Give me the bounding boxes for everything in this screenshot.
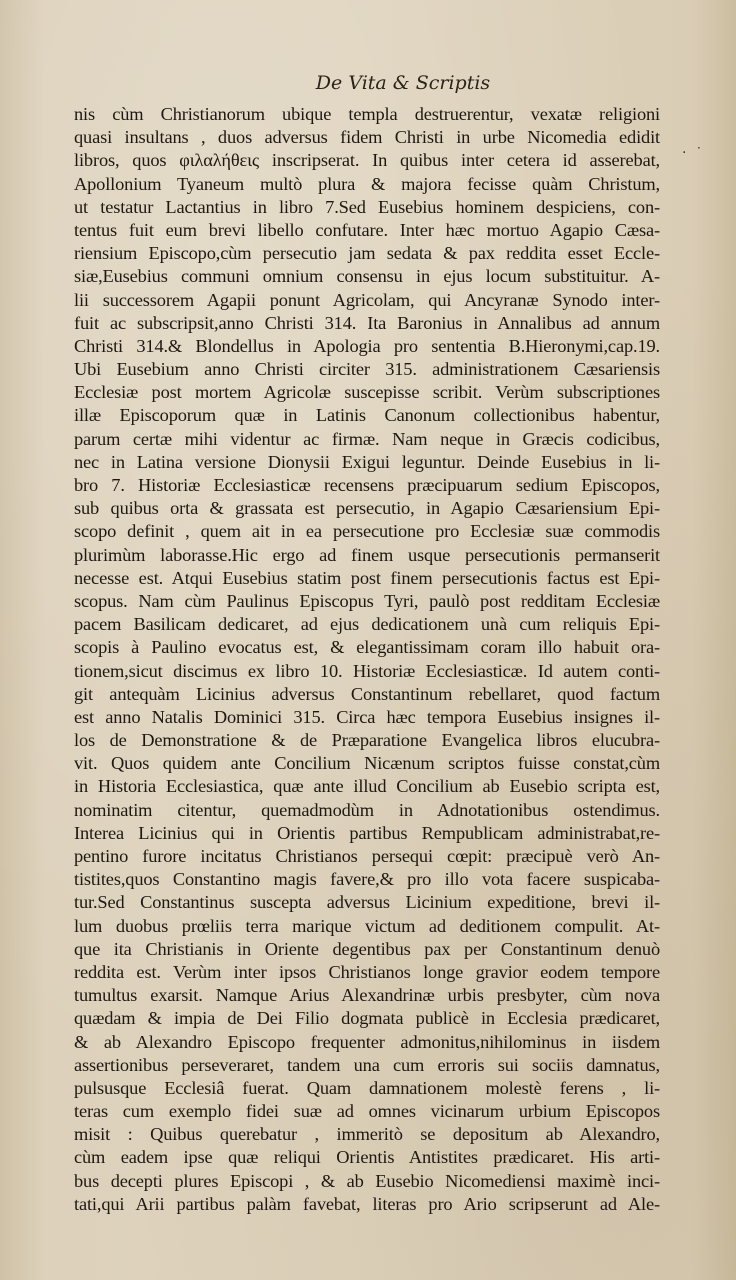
text-line: parum certæ mihi videntur ac firmæ. Nam neque in Græcis codicibus, <box>74 428 660 449</box>
text-line: tur.Sed Constantinus suscepta adversus Licinium expeditione, brevi il- <box>74 892 660 913</box>
text-line: lum duobus prœliis terra marique victum ad deditionem compulit. At- <box>74 915 660 936</box>
text-line: lii successorem Agapii ponunt Agricolam, qui Ancyranæ Synodo inter- <box>74 289 660 310</box>
text-line: tentus fuit eum brevi libello confutare. Inter hæc mortuo Agapio Cæsa- <box>74 219 660 240</box>
text-line: sub quibus orta & grassata est persecutio, in Agapio Cæsariensium Epi- <box>74 498 660 519</box>
text-line: plurimùm laborasse.Hic ergo ad finem usque persecutionis permanserit <box>74 544 660 565</box>
text-line: tistites,quos Constantino magis favere,& pro illo vota facere suspicaba- <box>74 869 660 890</box>
text-line: scopis à Paulino evocatus est, & elegantissimam coram illo habuit ora- <box>74 637 660 658</box>
text-line: illæ Episcoporum quæ in Latinis Canonum collectionibus habentur, <box>74 405 660 426</box>
text-line: Apollonium Tyaneum multò plura & majora fecisse quàm Christum, <box>74 173 660 194</box>
body-text <box>74 103 660 1216</box>
text-line: pulsusque Ecclesiâ fuerat. Quam damnationem molestè ferens , li- <box>74 1077 660 1098</box>
text-line: git antequàm Licinius adversus Constantinum rebellaret, quod factum <box>74 683 660 704</box>
text-line: tionem,sicut discimus ex libro 10. Historiæ Ecclesiasticæ. Id autem conti- <box>74 660 660 681</box>
text-line: los de Demonstratione & de Præparatione Evangelica libros elucubra- <box>74 730 660 751</box>
text-line: riensium Episcopo,cùm persecutio jam sedata & pax reddita esset Eccle- <box>74 243 660 264</box>
text-line: Ubi Eusebium anno Christi circiter 315. administrationem Cæsariensis <box>74 359 660 380</box>
text-line: in Historia Ecclesiastica, quæ ante illud Concilium ab Eusebio scripta est, <box>74 776 660 797</box>
text-line: pacem Basilicam dedicaret, ad ejus dedicationem unà cum reliquis Epi- <box>74 614 660 635</box>
text-line: fuit ac subscripsit,anno Christi 314. Ita Baronius in Annalibus ad annum <box>74 312 660 333</box>
text-line: libros, quos φιλαλήθεις inscripserat. In quibus inter cetera id asserebat, <box>74 150 660 171</box>
text-line: vit. Quos quidem ante Concilium Nicænum scriptos fuisse constat,cùm <box>74 753 660 774</box>
text-line: bus decepti plures Episcopi , & ab Eusebio Nicomediensi maximè inci- <box>74 1170 660 1191</box>
margin-mark: ⋅ <box>697 141 701 155</box>
text-line: bro 7. Historiæ Ecclesiasticæ recensens præcipuarum sedium Episcopos, <box>74 475 660 495</box>
text-line: pentino furore incitatus Christianos persequi cœpit: præcipuè verò An- <box>74 846 660 866</box>
text-line: quædam & impia de Dei Filio dogmata publicè in Ecclesia prædicaret, <box>74 1008 660 1029</box>
text-line: teras cum exemplo fidei suæ ad omnes vicinarum urbium Episcopos <box>74 1101 660 1122</box>
text-line: scopo definit , quem ait in ea persecutione pro Ecclesiæ suæ commodis <box>74 521 660 542</box>
text-line: Christi 314.& Blondellus in Apologia pro sententia B.Hieronymi,cap.19. <box>74 335 660 356</box>
text-line: reddita est. Verùm inter ipsos Christianos longe gravior eodem tempore <box>74 961 660 982</box>
text-line: quasi insultans , duos adversus fidem Christi in urbe Nicomedia edidit <box>74 127 660 148</box>
text-line: ut testatur Lactantius in libro 7.Sed Eusebius hominem despiciens, con- <box>74 196 660 217</box>
text-line: Ecclesiæ post mortem Agricolæ suscepisse scribit. Verùm subscriptiones <box>74 382 660 403</box>
text-line: misit : Quibus querebatur , immeritò se depositum ab Alexandro, <box>74 1124 660 1145</box>
text-line: est anno Natalis Dominici 315. Circa hæc tempora Eusebius insignes il- <box>74 706 660 727</box>
text-line: nec in Latina versione Dionysii Exigui leguntur. Deinde Eusebius in li- <box>74 451 660 472</box>
text-line: nis cùm Christianorum ubique templa destruerentur, vexatæ religioni <box>74 104 660 124</box>
text-line: scopus. Nam cùm Paulinus Episcopus Tyri, paulò post redditam Ecclesiæ <box>74 590 660 611</box>
text-line: assertionibus perseveraret, tandem una cum erroris sui sociis damnatus, <box>74 1054 660 1075</box>
text-line: que ita Christianis in Oriente degentibus pax per Constantinum denuò <box>74 938 660 959</box>
running-head: De Vita & Scriptis <box>315 72 491 94</box>
text-line: siæ,Eusebius communi omnium consensu in ejus locum substituitur. A- <box>74 266 660 287</box>
text-line: tumultus exarsit. Namque Arius Alexandrinæ urbis presbyter, cùm nova <box>74 985 660 1006</box>
text-line: Interea Licinius qui in Orientis partibus Rempublicam administrabat,re- <box>74 822 660 843</box>
text-line: cùm eadem ipse quæ reliqui Orientis Antistites prædicaret. His arti- <box>74 1147 660 1168</box>
margin-mark: ⋅ <box>682 145 687 161</box>
text-line: tati,qui Arii partibus palàm favebat, literas pro Ario scripserunt ad Ale- <box>74 1193 660 1214</box>
text-line: nominatim citentur, quemadmodùm in Adnotationibus ostendimus. <box>74 799 660 820</box>
text-line: & ab Alexandro Episcopo frequenter admonitus,nihilominus in iisdem <box>74 1031 660 1052</box>
text-line: necesse est. Atqui Eusebius statim post finem persecutionis factus est Epi- <box>74 567 660 588</box>
